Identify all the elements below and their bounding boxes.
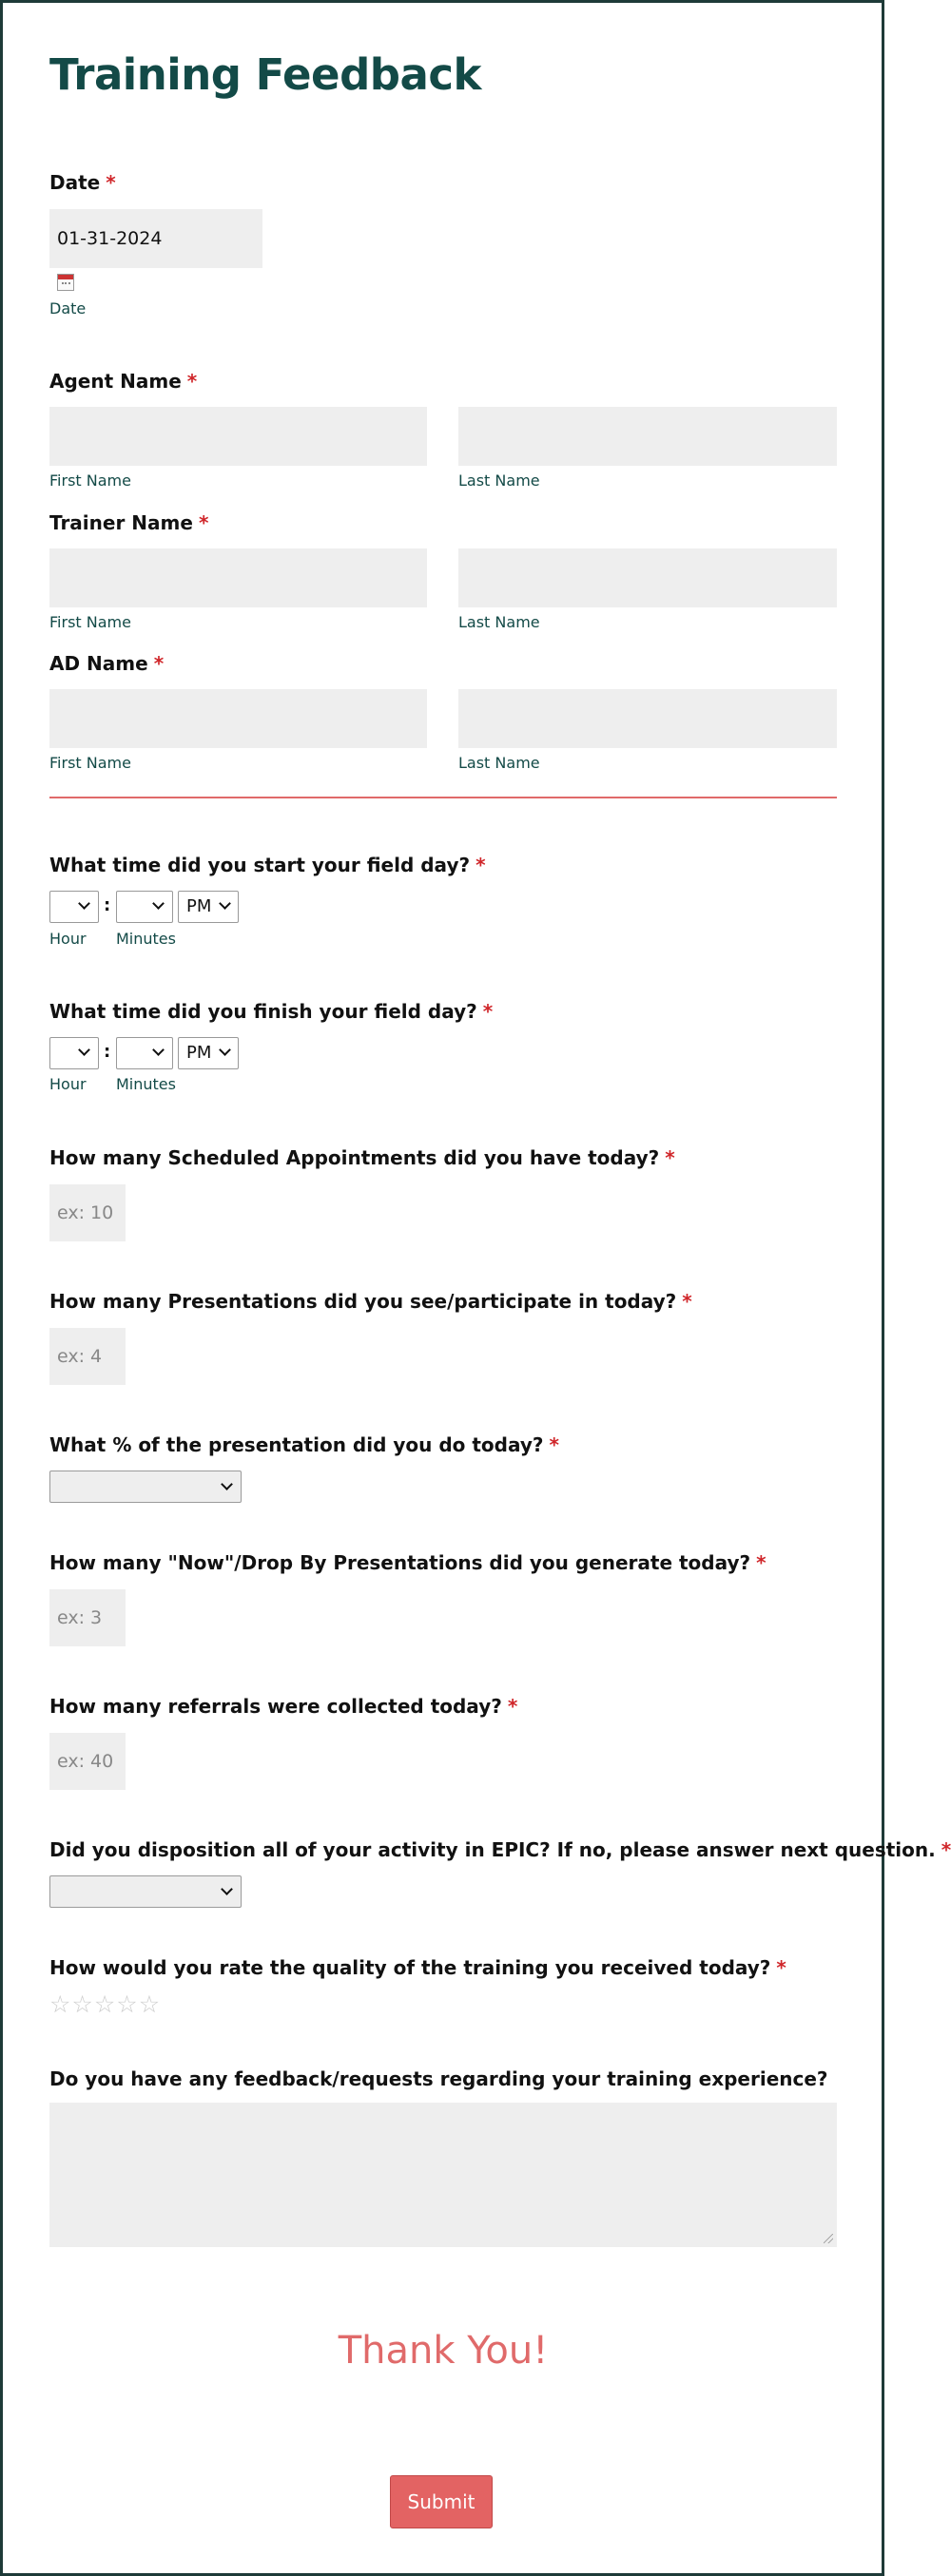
finish-hour-sublabel: Hour	[49, 1075, 87, 1093]
required-mark: *	[665, 1146, 675, 1169]
star-icon[interactable]: ☆	[116, 1990, 138, 2018]
resize-grip-icon[interactable]	[824, 2234, 833, 2243]
required-mark: *	[482, 1000, 494, 1023]
trainer-first-name-sublabel: First Name	[49, 613, 131, 631]
chevron-down-icon	[221, 1478, 233, 1490]
required-mark: *	[776, 1956, 786, 1979]
finish-hour-select[interactable]	[49, 1037, 99, 1069]
ad-last-name-sublabel: Last Name	[458, 754, 540, 772]
finish-hour-box[interactable]	[49, 1037, 99, 1069]
referrals-input[interactable]	[49, 1733, 126, 1790]
trainer-name-label: Trainer Name *	[49, 511, 209, 534]
agent-last-name-input[interactable]	[458, 407, 837, 466]
presentations-input[interactable]	[49, 1328, 126, 1385]
now-presentations-input[interactable]	[49, 1589, 126, 1646]
required-mark: *	[198, 511, 209, 534]
star-rating[interactable]	[49, 1992, 160, 2016]
finish-minutes-sublabel: Minutes	[116, 1075, 176, 1093]
chevron-down-icon	[221, 1883, 233, 1895]
feedback-textarea[interactable]	[49, 2103, 837, 2247]
now-presentations-label: How many "Now"/Drop By Presentations did you generate today? *	[49, 1551, 767, 1574]
section-divider	[49, 797, 837, 798]
ad-last-name-input[interactable]	[458, 689, 837, 748]
disposition-select[interactable]	[49, 1875, 242, 1908]
start-minutes-sublabel: Minutes	[116, 930, 176, 948]
required-mark: *	[476, 854, 486, 876]
start-ampm-select[interactable]	[178, 891, 239, 923]
finish-ampm-select[interactable]	[178, 1037, 239, 1069]
star-icon[interactable]: ☆	[93, 1990, 116, 2018]
start-hour-box[interactable]	[49, 891, 99, 923]
feedback-label: Do you have any feedback/requests regarding your training experience?	[49, 2067, 828, 2090]
ad-first-name-input[interactable]	[49, 689, 427, 748]
time-separator: :	[104, 1042, 111, 1062]
scheduled-appointments-input[interactable]	[49, 1184, 126, 1241]
rating-label: How would you rate the quality of the training you received today? *	[49, 1956, 786, 1979]
ad-name-label: AD Name *	[49, 652, 165, 675]
required-mark: *	[549, 1433, 559, 1456]
start-time-label: What time did you start your field day? *	[49, 854, 486, 876]
required-mark: *	[106, 171, 116, 194]
thank-you-text: Thank You!	[338, 2329, 549, 2373]
date-label: Date *	[49, 171, 116, 194]
finish-ampm-value[interactable]: PM	[178, 1037, 239, 1069]
start-hour-sublabel: Hour	[49, 930, 87, 948]
required-mark: *	[507, 1695, 518, 1718]
required-mark: *	[941, 1838, 951, 1861]
disposition-label: Did you disposition all of your activity in EPIC? If no, please answer next question. *	[49, 1838, 951, 1861]
trainer-first-name-input[interactable]	[49, 548, 427, 607]
required-mark: *	[756, 1551, 767, 1574]
star-icon[interactable]: ☆	[138, 1990, 161, 2018]
start-minutes-box[interactable]	[116, 891, 173, 923]
finish-minutes-box[interactable]	[116, 1037, 173, 1069]
trainer-last-name-sublabel: Last Name	[458, 613, 540, 631]
ad-first-name-sublabel: First Name	[49, 754, 131, 772]
agent-first-name-sublabel: First Name	[49, 471, 131, 490]
referrals-label: How many referrals were collected today? *	[49, 1695, 518, 1718]
finish-minutes-select[interactable]	[116, 1037, 173, 1069]
presentations-label: How many Presentations did you see/participate in today? *	[49, 1290, 692, 1313]
calendar-icon[interactable]	[57, 274, 74, 291]
required-mark: *	[682, 1290, 692, 1313]
date-input[interactable]	[49, 209, 262, 268]
agent-first-name-input[interactable]	[49, 407, 427, 466]
start-hour-select[interactable]	[49, 891, 99, 923]
presentation-percent-select[interactable]	[49, 1471, 242, 1503]
star-icon[interactable]: ☆	[71, 1990, 93, 2018]
required-mark: *	[186, 370, 198, 393]
required-mark: *	[153, 652, 165, 675]
date-sublabel: Date	[49, 299, 87, 317]
submit-button[interactable]: Submit	[390, 2475, 493, 2528]
star-icon[interactable]: ☆	[49, 1990, 71, 2018]
start-ampm-value[interactable]: PM	[178, 891, 239, 923]
agent-name-label: Agent Name *	[49, 370, 198, 393]
form-title: Training Feedback	[49, 49, 481, 100]
agent-last-name-sublabel: Last Name	[458, 471, 540, 490]
finish-time-label: What time did you finish your field day? *	[49, 1000, 494, 1023]
trainer-last-name-input[interactable]	[458, 548, 837, 607]
time-separator: :	[104, 895, 111, 915]
start-minutes-select[interactable]	[116, 891, 173, 923]
presentation-percent-label: What % of the presentation did you do today? *	[49, 1433, 559, 1456]
scheduled-appointments-label: How many Scheduled Appointments did you have today? *	[49, 1146, 675, 1169]
